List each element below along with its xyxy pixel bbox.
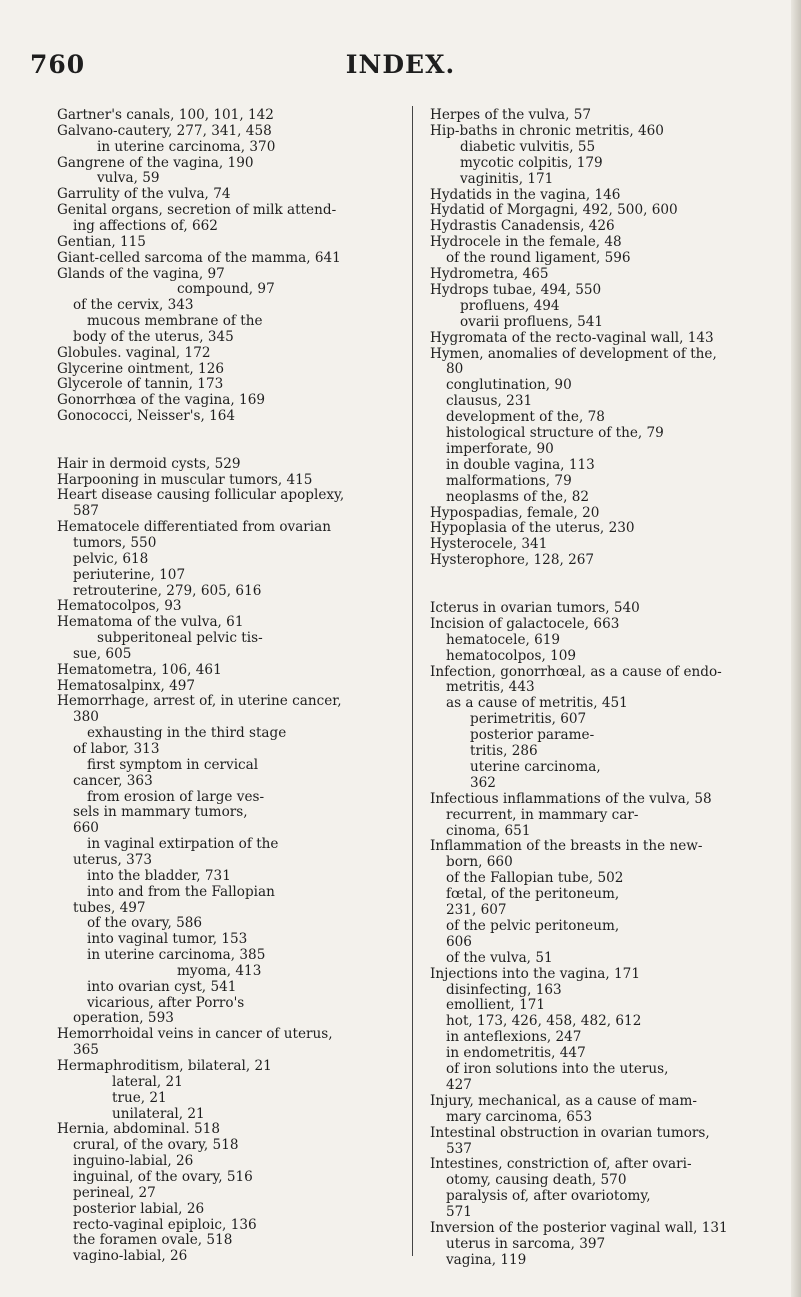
index-entry: Gentian, 115 xyxy=(57,233,146,250)
index-entry: in endometritis, 447 xyxy=(446,1045,586,1062)
index-entry: inguino-labial, 26 xyxy=(73,1153,194,1170)
index-entry: of the cervix, 343 xyxy=(73,297,194,314)
index-entry: recurrent, in mammary car- xyxy=(446,806,639,823)
index-entry: 571 xyxy=(446,1204,472,1221)
index-entry: imperforate, 90 xyxy=(446,440,554,457)
index-entry: metritis, 443 xyxy=(446,679,535,696)
index-entry: Hysterophore, 128, 267 xyxy=(430,552,595,569)
index-entry: retrouterine, 279, 605, 616 xyxy=(73,582,262,599)
index-entry: Hematometra, 106, 461 xyxy=(57,661,222,678)
index-entry: Hydrops tubae, 494, 550 xyxy=(430,281,602,298)
index-entry: Infection, gonorrhœal, as a cause of endo- xyxy=(430,663,722,680)
index-entry: otomy, causing death, 570 xyxy=(446,1172,627,1189)
index-entry: Hydrastis Canadensis, 426 xyxy=(430,218,615,235)
index-entry: Infectious inflammations of the vulva, 58 xyxy=(430,790,712,807)
index-entry: of the round ligament, 596 xyxy=(446,250,631,267)
index-entry: tumors, 550 xyxy=(73,534,157,551)
index-entry: vulva, 59 xyxy=(97,170,160,187)
index-entry: Hermaphroditism, bilateral, 21 xyxy=(57,1058,272,1074)
index-entry: vagina, 119 xyxy=(446,1251,527,1268)
index-entry: Incision of galactocele, 663 xyxy=(430,615,620,632)
index-entry: 380 xyxy=(73,709,99,726)
index-entry: vaginitis, 171 xyxy=(460,170,554,187)
index-entry: Icterus in ovarian tumors, 540 xyxy=(430,599,640,616)
index-entry: of the pelvic peritoneum, xyxy=(446,917,620,934)
index-entry: paralysis of, after ovariotomy, xyxy=(446,1188,651,1205)
index-entry: 362 xyxy=(470,774,496,791)
index-entry: lateral, 21 xyxy=(112,1073,183,1090)
index-entry: in uterine carcinoma, 385 xyxy=(87,947,266,964)
index-entry: Herpes of the vulva, 57 xyxy=(430,107,592,123)
index-entry: Inflammation of the breasts in the new- xyxy=(430,838,703,855)
index-entry: Hysterocele, 341 xyxy=(430,536,548,553)
index-entry: first symptom in cervical xyxy=(87,756,259,773)
index-entry: posterior parame- xyxy=(470,727,595,744)
index-entry: in vaginal extirpation of the xyxy=(87,836,279,853)
index-entry: operation, 593 xyxy=(73,1010,174,1027)
index-entry: as a cause of metritis, 451 xyxy=(446,695,628,712)
index-entry: body of the uterus, 345 xyxy=(73,328,234,345)
index-entry: Gangrene of the vagina, 190 xyxy=(57,154,254,171)
index-entry: 365 xyxy=(73,1042,99,1059)
index-entry: Hernia, abdominal. 518 xyxy=(57,1121,220,1138)
index-entry: Intestinal obstruction in ovarian tumors, xyxy=(430,1124,710,1141)
index-entry: histological structure of the, 79 xyxy=(446,425,664,441)
index-entry: neoplasms of the, 82 xyxy=(446,488,590,505)
index-entry: Giant-celled sarcoma of the mamma, 641 xyxy=(57,249,341,266)
index-entry: of the Fallopian tube, 502 xyxy=(446,870,624,887)
index-entry: Genital organs, secretion of milk attend- xyxy=(57,202,337,219)
index-entry: Hydrometra, 465 xyxy=(430,266,549,282)
index-entry: Hip-baths in chronic metritis, 460 xyxy=(430,122,664,139)
index-entry: 231, 607 xyxy=(446,902,507,918)
index-entry: born, 660 xyxy=(446,854,513,871)
index-entry: development of the, 78 xyxy=(446,409,605,426)
index-entry: uterine carcinoma, xyxy=(470,758,601,775)
index-entry: vicarious, after Porro's xyxy=(87,994,245,1011)
index-entry: into vaginal tumor, 153 xyxy=(87,931,248,948)
index-entry: 537 xyxy=(446,1140,472,1157)
index-entry: cinoma, 651 xyxy=(446,822,531,839)
index-entry: mucous membrane of the xyxy=(87,313,263,330)
index-entry: Hygromata of the recto-vaginal wall, 143 xyxy=(430,329,714,346)
index-entry: Hematosalpinx, 497 xyxy=(57,677,196,694)
index-entry: Hydatid of Morgagni, 492, 500, 600 xyxy=(430,202,678,219)
index-entry: Injections into the vagina, 171 xyxy=(430,965,640,982)
index-entry: vagino-labial, 26 xyxy=(73,1248,188,1265)
index-entry: into the bladder, 731 xyxy=(87,867,231,884)
index-entry: uterus, 373 xyxy=(73,851,153,868)
index-entry: emollient, 171 xyxy=(446,997,546,1014)
index-entry: exhausting in the third stage xyxy=(87,725,287,742)
index-entry: hematocele, 619 xyxy=(446,631,561,648)
index-entry: sue, 605 xyxy=(73,645,132,662)
index-entry: in double vagina, 113 xyxy=(446,456,595,473)
index-entry: of the vulva, 51 xyxy=(446,949,553,966)
index-entry: malformations, 79 xyxy=(446,472,572,489)
index-entry: in uterine carcinoma, 370 xyxy=(97,138,276,155)
index-entry: into ovarian cyst, 541 xyxy=(87,978,237,995)
index-entry: of the ovary, 586 xyxy=(87,915,203,932)
column-divider xyxy=(412,106,413,1256)
index-entry: 80 xyxy=(446,361,464,378)
index-entry: Hydatids in the vagina, 146 xyxy=(430,186,621,203)
page-header xyxy=(0,50,801,90)
index-entry: pelvic, 618 xyxy=(73,550,149,567)
index-entry: Glands of the vagina, 97 xyxy=(57,265,225,282)
index-entry: subperitoneal pelvic tis- xyxy=(97,630,263,647)
index-entry: Hemorrhage, arrest of, in uterine cancer, xyxy=(57,693,342,710)
index-entry: of iron solutions into the uterus, xyxy=(446,1061,669,1077)
index-entry: Gonococci, Neisser's, 164 xyxy=(57,408,236,425)
index-entry: in anteflexions, 247 xyxy=(446,1029,582,1046)
index-entry: unilateral, 21 xyxy=(112,1105,205,1122)
index-entry: Hymen, anomalies of development of the, xyxy=(430,345,717,362)
index-entry: Hydrocele in the female, 48 xyxy=(430,234,622,251)
page-title: INDEX. xyxy=(345,50,456,79)
index-entry: ovarii profluens, 541 xyxy=(460,313,604,330)
index-entry: Hypospadias, female, 20 xyxy=(430,504,600,521)
index-entry: tritis, 286 xyxy=(470,743,538,759)
index-entry: into and from the Fallopian xyxy=(87,883,275,900)
index-entry: periuterine, 107 xyxy=(73,566,186,583)
index-entry: mary carcinoma, 653 xyxy=(446,1108,593,1125)
index-entry: Garrulity of the vulva, 74 xyxy=(57,186,231,203)
index-entry: clausus, 231 xyxy=(446,393,533,410)
index-entry: 660 xyxy=(73,820,99,837)
index-entry: from erosion of large ves- xyxy=(87,788,265,805)
index-entry: 427 xyxy=(446,1076,472,1093)
index-entry: Hematocele differentiated from ovarian xyxy=(57,519,332,536)
index-entry: Hematoma of the vulva, 61 xyxy=(57,614,244,631)
index-entry: Injury, mechanical, as a cause of mam- xyxy=(430,1092,697,1109)
index-entry: uterus in sarcoma, 397 xyxy=(446,1235,606,1252)
index-entry: 606 xyxy=(446,933,472,950)
index-entry: Hypoplasia of the uterus, 230 xyxy=(430,520,635,537)
index-entry: sels in mammary tumors, xyxy=(73,804,248,821)
index-entry: perimetritis, 607 xyxy=(470,711,587,728)
index-entry: tubes, 497 xyxy=(73,899,146,916)
index-entry: Globules. vaginal, 172 xyxy=(57,344,211,361)
index-entry: Inversion of the posterior vaginal wall, 131 xyxy=(430,1220,728,1236)
index-entry: Intestines, constriction of, after ovari- xyxy=(430,1156,692,1173)
index-entry: profluens, 494 xyxy=(460,297,560,314)
index-entry: conglutination, 90 xyxy=(446,377,572,394)
index-entry: ing affections of, 662 xyxy=(73,217,218,234)
index-entry: crural, of the ovary, 518 xyxy=(73,1137,239,1154)
page-edge-shadow xyxy=(791,0,801,1297)
index-entry: compound, 97 xyxy=(177,281,275,298)
index-entry: Glycerole of tannin, 173 xyxy=(57,376,224,393)
index-entry: hematocolpos, 109 xyxy=(446,647,577,664)
index-entry: Heart disease causing follicular apoplexy, xyxy=(57,487,345,504)
index-entry: hot, 173, 426, 458, 482, 612 xyxy=(446,1013,642,1030)
index-entry: true, 21 xyxy=(112,1089,167,1106)
index-entry: Gonorrhœa of the vagina, 169 xyxy=(57,392,266,409)
index-entry: cancer, 363 xyxy=(73,772,153,789)
index-entry: diabetic vulvitis, 55 xyxy=(460,138,596,155)
index-entry: perineal, 27 xyxy=(73,1184,156,1201)
index-entry: fœtal, of the peritoneum, xyxy=(446,886,620,903)
index-entry: Hemorrhoidal veins in cancer of uterus, xyxy=(57,1026,333,1043)
index-entry: Glycerine ointment, 126 xyxy=(57,360,225,377)
index-entry: Hair in dermoid cysts, 529 xyxy=(57,455,241,472)
index-entry: mycotic colpitis, 179 xyxy=(460,154,603,171)
index-entry: 587 xyxy=(73,503,99,520)
index-entry: Hematocolpos, 93 xyxy=(57,598,182,615)
index-entry: recto-vaginal epiploic, 136 xyxy=(73,1216,257,1233)
page-number: 760 xyxy=(30,50,86,79)
index-entry: Gartner's canals, 100, 101, 142 xyxy=(57,107,274,123)
index-entry: Harpooning in muscular tumors, 415 xyxy=(57,471,313,488)
index-entry: posterior labial, 26 xyxy=(73,1200,205,1217)
index-entry: myoma, 413 xyxy=(177,962,262,979)
index-entry: inguinal, of the ovary, 516 xyxy=(73,1168,253,1185)
index-entry: Galvano-cautery, 277, 341, 458 xyxy=(57,122,272,139)
index-entry: of labor, 313 xyxy=(73,741,160,757)
index-entry: the foramen ovale, 518 xyxy=(73,1232,233,1249)
index-entry: disinfecting, 163 xyxy=(446,981,562,998)
